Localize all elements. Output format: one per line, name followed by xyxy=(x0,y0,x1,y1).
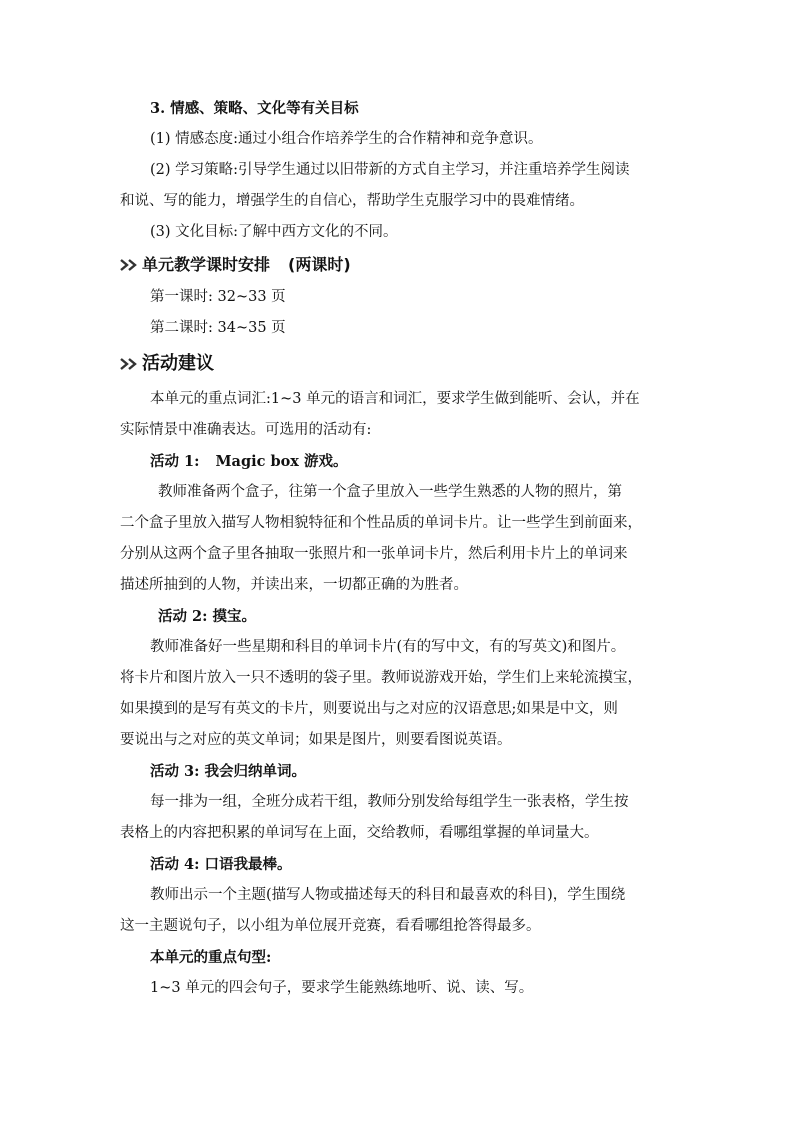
activity1-label: 活动 1: xyxy=(150,453,200,470)
key-sentences-title: 本单元的重点句型: xyxy=(150,949,272,966)
activity1-line2: 二个盒子里放入描写人物相貌特征和个性品质的单词卡片。让一些学生到前面来， xyxy=(120,515,642,531)
activity4-line1: 教师出示一个主题(描写人物或描述每天的科目和最喜欢的科目)，学生围绕 xyxy=(150,887,626,903)
activity2-line3: 如果摸到的是写有英文的卡片，则要说出与之对应的汉语意思;如果是中文，则 xyxy=(120,701,618,717)
activity2-line4: 要说出与之对应的英文单词；如果是图片，则要看图说英语。 xyxy=(120,732,512,748)
double-chevron-icon xyxy=(120,258,140,272)
activity1-title xyxy=(120,446,676,477)
schedule-heading-extra: (两课时) xyxy=(288,255,351,274)
activity1-line1: 教师准备两个盒子，往第一个盒子里放入一些学生熟悉的人物的照片，第 xyxy=(158,484,622,500)
activity2-title: 活动 2: 摸宝。 xyxy=(158,608,257,625)
activity3-line1: 每一排为一组，全班分成若干组，教师分别发给每组学生一张表格，学生按 xyxy=(150,794,629,810)
schedule-lesson1: 第一课时: 32~33 页 xyxy=(150,289,286,305)
section3-item1: (1) 情感态度:通过小组合作培养学生的合作精神和竞争意识。 xyxy=(150,131,543,147)
section3-heading: 3. 情感、策略、文化等有关目标 xyxy=(150,100,359,117)
activity2-line2: 将卡片和图片放入一只不透明的袋子里。教师说游戏开始，学生们上来轮流摸宝， xyxy=(120,670,642,686)
key-sentences-line1: 1~3 单元的四会句子，要求学生能熟练地听、说、读、写。 xyxy=(150,980,534,996)
activities-intro-line1: 本单元的重点词汇:1~3 单元的语言和词汇，要求学生做到能听、会认，并在 xyxy=(150,391,640,407)
activity4-line2: 这一主题说句子，以小组为单位展开竞赛，看看哪组抢答得最多。 xyxy=(120,918,541,934)
activity1-name: Magic box 游戏。 xyxy=(215,453,348,470)
activity3-title: 活动 3: 我会归纳单词。 xyxy=(150,763,307,780)
activity1-line3: 分别从这两个盒子里各抽取一张照片和一张单词卡片，然后利用卡片上的单词来 xyxy=(120,546,628,562)
activity3-line2: 表格上的内容把积累的单词写在上面，交给教师，看哪组掌握的单词量大。 xyxy=(120,825,599,841)
schedule-heading-text: 单元教学课时安排 xyxy=(142,255,271,274)
double-chevron-icon xyxy=(120,357,140,371)
activities-heading xyxy=(120,344,676,384)
activity1-line4: 描述所抽到的人物，并读出来，一切都正确的为胜者。 xyxy=(120,577,468,593)
section3-item2-line1: (2) 学习策略:引导学生通过以旧带新的方式自主学习，并注重培养学生阅读 xyxy=(150,162,630,178)
activity4-title: 活动 4: 口语我最棒。 xyxy=(150,856,292,873)
section3-item3: (3) 文化目标:了解中西方文化的不同。 xyxy=(150,224,398,240)
activities-intro-line2: 实际情景中准确表达。可选用的活动有: xyxy=(120,422,372,438)
schedule-heading xyxy=(120,248,676,282)
section3-item2-line2: 和说、写的能力，增强学生的自信心，帮助学生克服学习中的畏难情绪。 xyxy=(120,193,584,209)
activity2-line1: 教师准备好一些星期和科目的单词卡片(有的写中文，有的写英文)和图片。 xyxy=(150,639,626,655)
document-page xyxy=(120,93,676,1004)
activities-heading-text: 活动建议 xyxy=(142,353,214,374)
schedule-lesson2: 第二课时: 34~35 页 xyxy=(150,320,286,336)
